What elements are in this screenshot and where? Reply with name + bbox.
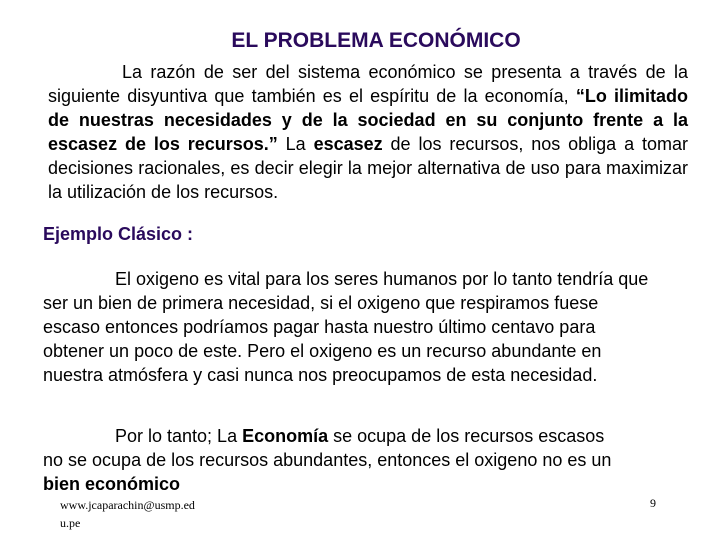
conclusion-text-2: se ocupa de los recursos escasos no se ocupa de los recursos abundantes, entonces el oxigeno no es un [43,426,612,470]
conclusion-keyword-2: bien económico [43,474,181,494]
conclusion-paragraph [43,424,618,496]
intro-keyword: escasez [313,134,383,154]
conclusion-text: Por lo tanto; La [115,426,243,446]
page-title: EL PROBLEMA ECONÓMICO [231,29,521,52]
intro-paragraph [48,60,688,204]
intro-quote: “Lo ilimitado de nuestras necesidades y de la sociedad en su conjunto frente a la escasez de los recursos.” [48,86,688,154]
intro-text: La razón de ser del sistema económico se presenta a través de la siguiente disyuntiva que también es el espíritu de la economía, [48,62,688,106]
page-number: 9 [650,496,656,510]
example-heading: Ejemplo Clásico : [43,224,194,244]
example-paragraph: El oxigeno es vital para los seres humanos por lo tanto tendría que ser un bien de primera necesidad, si el oxigeno que respiramos fuese escaso entonces podríamos pagar hasta nuestro último centavo para obtener un poco de este. Pero el oxigeno es un recurso abundante en nuestra atmósfera y casi nunca nos preocupamos de esta necesidad. [43,269,649,385]
intro-text-3: de los recursos, nos obliga a tomar decisiones racionales, es decir elegir la mejor alternativa de uso para maximizar la utilización de los recursos. [48,134,688,202]
intro-text-2: La [277,134,314,154]
conclusion-keyword: Economía [242,426,329,446]
footer-email: www.jcaparachin@usmp.edu.pe [60,498,195,530]
